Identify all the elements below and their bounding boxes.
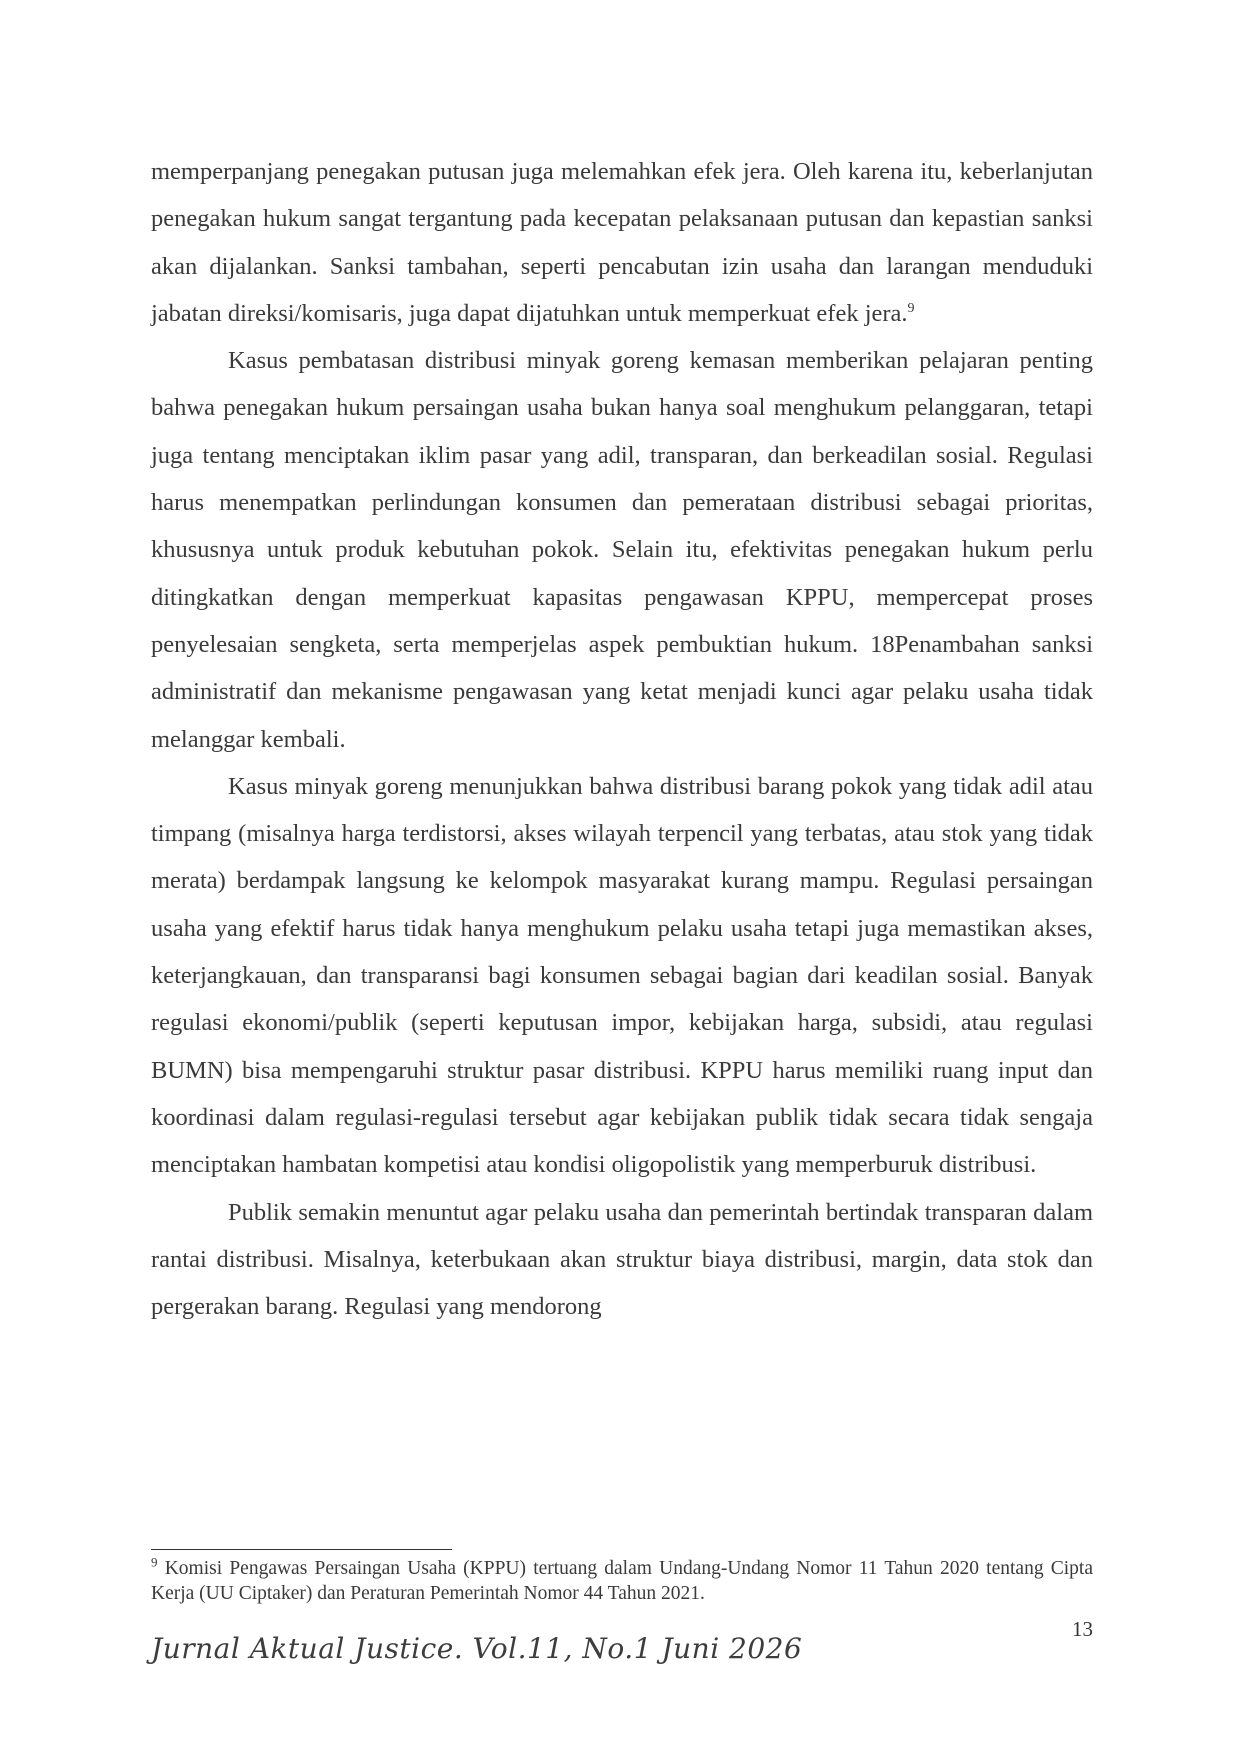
paragraph-1-text: memperpanjang penegakan putusan juga melemahkan efek jera. Oleh karena itu, keberlanjutan penegakan hukum sangat tergantung pada kecepatan pelaksanaan putusan dan kepastian sanksi akan dijalankan. Sanksi tambahan, seperti pencabutan izin usaha dan larangan menduduki jabatan direksi/komisaris, juga dapat dijatuhkan untuk memperkuat efek jera. [151,158,1093,327]
footnote-text: Komisi Pengawas Persaingan Usaha (KPPU) tertuang dalam Undang-Undang Nomor 11 Tahun 2020 tentang Cipta Kerja (UU Ciptaker) dan Peraturan Pemerintah Nomor 44 Tahun 2021. [151,1558,1094,1604]
footnote-separator [151,1549,452,1550]
page-body [151,148,1093,1330]
paragraph-2: Kasus pembatasan distribusi minyak goreng kemasan memberikan pelajaran penting bahwa penegakan hukum persaingan usaha bukan hanya soal menghukum pelanggaran, tetapi juga tentang menciptakan iklim pasar yang adil, transparan, dan berkeadilan sosial. Regulasi harus menempatkan perlindungan konsumen dan pemerataan distribusi sebagai prioritas, khususnya untuk produk kebutuhan pokok. Selain itu, efektivitas penegakan hukum perlu ditingkatkan dengan memperkuat kapasitas pengawasan KPPU, mempercepat proses penyelesaian sengketa, serta memperjelas aspek pembuktian hukum. 18Penambahan sanksi administratif dan mekanisme pengawasan yang ketat menjadi kunci agar pelaku usaha tidak melanggar kembali. [151,347,1093,753]
footnote-reference[interactable]: 9 [907,300,915,316]
footnote-number: 9 [151,1554,158,1570]
paragraph-4: Publik semakin menuntut agar pelaku usaha dan pemerintah bertindak transparan dalam rantai distribusi. Misalnya, keterbukaan akan struktur biaya distribusi, margin, data stok dan pergerakan barang. Regulasi yang mendorong [151,1198,1093,1321]
paragraph-3: Kasus minyak goreng menunjukkan bahwa distribusi barang pokok yang tidak adil atau timpang (misalnya harga terdistorsi, akses wilayah terpencil yang terbatas, atau stok yang tidak merata) berdampak langsung ke kelompok masyarakat kurang mampu. Regulasi persaingan usaha yang efektif harus tidak hanya menghukum pelaku usaha tetapi juga memastikan akses, keterjangkauan, dan transparansi bagi konsumen sebagai bagian dari keadilan sosial. Banyak regulasi ekonomi/publik (seperti keputusan impor, kebijakan harga, subsidi, atau regulasi BUMN) bisa mempengaruhi struktur pasar distribusi. KPPU harus memiliki ruang input dan koordinasi dalam regulasi-regulasi tersebut agar kebijakan publik tidak secara tidak sengaja menciptakan hambatan kompetisi atau kondisi oligopolistik yang memperburuk distribusi. [151,772,1093,1179]
footnote [151,1554,1094,1606]
page-number: 13 [1072,1617,1093,1641]
paragraph-1 [151,148,1093,337]
journal-footer: Jurnal Aktual Justice. Vol.11, No.1 Juni 2026 [151,1632,803,1665]
